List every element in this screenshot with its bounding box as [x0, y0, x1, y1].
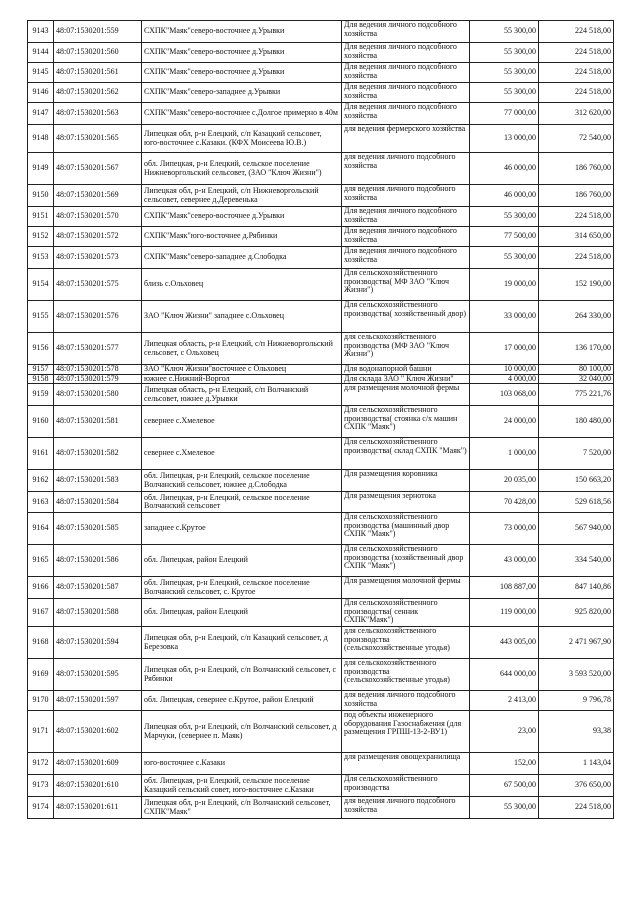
row-number-cell: 9147	[28, 103, 54, 125]
area-cell: 77 500,00	[470, 227, 539, 247]
area-cell: 70 428,00	[470, 492, 539, 513]
cadastral-number-cell: 48:07:1530201:576	[54, 301, 142, 333]
area-cell: 43 000,00	[470, 545, 539, 577]
area-cell: 152,00	[470, 753, 539, 775]
location-cell: СХПК"Маяк"северо-восточнее д.Урывки	[142, 43, 342, 63]
location-cell: севернее с.Хмелевое	[142, 406, 342, 438]
cadastral-value-cell: 72 540,00	[539, 125, 614, 153]
cadastral-number-cell: 48:07:1530201:577	[54, 333, 142, 365]
cadastral-value-cell: 224 518,00	[539, 83, 614, 103]
cadastral-value-cell: 775 221,76	[539, 384, 614, 406]
table-row	[28, 406, 614, 438]
table-row	[28, 438, 614, 470]
area-cell: 19 000,00	[470, 269, 539, 301]
row-number-cell: 9173	[28, 775, 54, 797]
area-cell: 67 500,00	[470, 775, 539, 797]
cadastral-number-cell: 48:07:1530201:588	[54, 599, 142, 627]
row-number-cell: 9154	[28, 269, 54, 301]
cadastral-value-cell: 136 170,00	[539, 333, 614, 365]
location-cell: севернее с.Хмелевое	[142, 438, 342, 470]
location-cell: ЗАО "Ключ Жизни" западнее с.Ольховец	[142, 301, 342, 333]
table-row	[28, 269, 614, 301]
cadastral-value-cell: 567 940,00	[539, 513, 614, 545]
land-use-cell: Для ведения личного подсобного хозяйства	[342, 21, 470, 43]
row-number-cell: 9172	[28, 753, 54, 775]
location-cell: Липецкая область, р-н Елецкий, с/п Нижневоргольский сельсовет, с Ольховец	[142, 333, 342, 365]
cadastral-value-cell: 7 520,00	[539, 438, 614, 470]
table-row	[28, 627, 614, 659]
cadastral-number-cell: 48:07:1530201:559	[54, 21, 142, 43]
row-number-cell: 9155	[28, 301, 54, 333]
cadastral-number-cell: 48:07:1530201:610	[54, 775, 142, 797]
row-number-cell: 9144	[28, 43, 54, 63]
cadastral-value-cell: 224 518,00	[539, 43, 614, 63]
area-cell: 55 300,00	[470, 21, 539, 43]
row-number-cell: 9156	[28, 333, 54, 365]
land-use-cell: под объекты инженерного оборудования Газоснабжения (для размещения ГРПШ-13-2-ВУ1)	[342, 711, 470, 753]
table-row	[28, 659, 614, 691]
location-cell: СХПК"Маяк"северо-западнее д.Слободка	[142, 247, 342, 269]
area-cell: 23,00	[470, 711, 539, 753]
cadastral-number-cell: 48:07:1530201:602	[54, 711, 142, 753]
table-row	[28, 711, 614, 753]
row-number-cell: 9168	[28, 627, 54, 659]
table-row	[28, 207, 614, 227]
cadastral-number-cell: 48:07:1530201:584	[54, 492, 142, 513]
row-number-cell: 9152	[28, 227, 54, 247]
area-cell: 1 000,00	[470, 438, 539, 470]
row-number-cell: 9170	[28, 691, 54, 711]
row-number-cell: 9164	[28, 513, 54, 545]
cadastral-value-cell: 925 820,00	[539, 599, 614, 627]
table-row	[28, 599, 614, 627]
area-cell: 10 000,00	[470, 365, 539, 375]
area-cell: 13 000,00	[470, 125, 539, 153]
location-cell: Липецкая обл, р-н Елецкий, с/п Казацкий сельсовет, д Березовка	[142, 627, 342, 659]
land-use-cell: для сельскохозяйственного производства (сельскохозяйственные угодья)	[342, 659, 470, 691]
row-number-cell: 9149	[28, 153, 54, 185]
cadastral-number-cell: 48:07:1530201:570	[54, 207, 142, 227]
area-cell: 644 000,00	[470, 659, 539, 691]
table-row	[28, 21, 614, 43]
table-row	[28, 365, 614, 375]
table-row	[28, 43, 614, 63]
cadastral-number-cell: 48:07:1530201:560	[54, 43, 142, 63]
row-number-cell: 9167	[28, 599, 54, 627]
land-use-cell: для ведения личного подсобного хозяйства	[342, 691, 470, 711]
cadastral-table	[27, 20, 614, 819]
row-number-cell: 9162	[28, 470, 54, 492]
land-use-cell: Для сельскохозяйственного производства (хозяйственный двор СХПК "Маяк")	[342, 545, 470, 577]
location-cell: СХПК"Маяк"северо-восточнее д.Урывки	[142, 63, 342, 83]
cadastral-value-cell: 1 143,04	[539, 753, 614, 775]
location-cell: СХПК"Маяк"северо-восточнее с.Долгое примерно в 40м	[142, 103, 342, 125]
cadastral-value-cell: 180 480,00	[539, 406, 614, 438]
area-cell: 108 887,00	[470, 577, 539, 599]
land-use-cell: Для ведения личного подсобного хозяйства	[342, 103, 470, 125]
land-use-cell: Для ведения личного подсобного хозяйства	[342, 83, 470, 103]
row-number-cell: 9171	[28, 711, 54, 753]
land-use-cell: для размещения молочной фермы	[342, 384, 470, 406]
location-cell: обл. Липецкая, севернее с.Крутое, район Елецкий	[142, 691, 342, 711]
cadastral-number-cell: 48:07:1530201:585	[54, 513, 142, 545]
cadastral-value-cell: 152 190,00	[539, 269, 614, 301]
cadastral-number-cell: 48:07:1530201:561	[54, 63, 142, 83]
land-use-cell: для ведения фермерского хозяйства	[342, 125, 470, 153]
row-number-cell: 9163	[28, 492, 54, 513]
row-number-cell: 9160	[28, 406, 54, 438]
cadastral-value-cell: 334 540,00	[539, 545, 614, 577]
location-cell: обл. Липецкая, р-н Елецкий, сельское поселение Волчанский сельсовет, с. Крутое	[142, 577, 342, 599]
cadastral-number-cell: 48:07:1530201:582	[54, 438, 142, 470]
land-use-cell: Для сельскохозяйственного производства( МФ ЗАО "Ключ Жизни")	[342, 269, 470, 301]
cadastral-number-cell: 48:07:1530201:597	[54, 691, 142, 711]
table-row	[28, 247, 614, 269]
table-row	[28, 492, 614, 513]
table-row	[28, 374, 614, 384]
cadastral-number-cell: 48:07:1530201:567	[54, 153, 142, 185]
land-use-cell: Для размещения коровника	[342, 470, 470, 492]
cadastral-value-cell: 264 330,00	[539, 301, 614, 333]
cadastral-value-cell: 150 663,20	[539, 470, 614, 492]
land-use-cell: Для сельскохозяйственного производства	[342, 775, 470, 797]
cadastral-number-cell: 48:07:1530201:565	[54, 125, 142, 153]
cadastral-number-cell: 48:07:1530201:586	[54, 545, 142, 577]
land-use-cell: для ведения личного подсобного хозяйства	[342, 185, 470, 207]
location-cell: ЗАО "Ключ Жизни"восточнее с Ольховец	[142, 365, 342, 375]
table-row	[28, 577, 614, 599]
cadastral-number-cell: 48:07:1530201:575	[54, 269, 142, 301]
land-use-cell: Для водонапорной башни	[342, 365, 470, 375]
table-row	[28, 63, 614, 83]
table-row	[28, 545, 614, 577]
land-use-cell: Для ведения личного подсобного хозяйства	[342, 63, 470, 83]
land-use-cell: для размещения овощехранилища	[342, 753, 470, 775]
cadastral-value-cell: 186 760,00	[539, 185, 614, 207]
cadastral-value-cell: 80 100,00	[539, 365, 614, 375]
row-number-cell: 9145	[28, 63, 54, 83]
location-cell: близь с.Ольховец	[142, 269, 342, 301]
row-number-cell: 9158	[28, 374, 54, 384]
cadastral-value-cell: 224 518,00	[539, 247, 614, 269]
row-number-cell: 9153	[28, 247, 54, 269]
cadastral-value-cell: 847 140,86	[539, 577, 614, 599]
table-row	[28, 125, 614, 153]
table-row	[28, 83, 614, 103]
area-cell: 20 035,00	[470, 470, 539, 492]
location-cell: Липецкая обл, р-н Елецкий, с/п Волчанский сельсовет, д Марчуки, (севернее п. Маяк)	[142, 711, 342, 753]
cadastral-number-cell: 48:07:1530201:569	[54, 185, 142, 207]
row-number-cell: 9174	[28, 797, 54, 819]
row-number-cell: 9161	[28, 438, 54, 470]
cadastral-value-cell: 376 650,00	[539, 775, 614, 797]
cadastral-number-cell: 48:07:1530201:580	[54, 384, 142, 406]
area-cell: 4 000,00	[470, 374, 539, 384]
land-use-cell: для ведения личного подсобного хозяйства	[342, 153, 470, 185]
cadastral-number-cell: 48:07:1530201:573	[54, 247, 142, 269]
cadastral-value-cell: 3 593 520,00	[539, 659, 614, 691]
area-cell: 119 000,00	[470, 599, 539, 627]
cadastral-value-cell: 224 518,00	[539, 21, 614, 43]
table-row	[28, 301, 614, 333]
cadastral-number-cell: 48:07:1530201:609	[54, 753, 142, 775]
table-row	[28, 753, 614, 775]
table-row	[28, 333, 614, 365]
cadastral-value-cell: 186 760,00	[539, 153, 614, 185]
area-cell: 55 300,00	[470, 63, 539, 83]
row-number-cell: 9159	[28, 384, 54, 406]
location-cell: юго-восточнее с.Казаки	[142, 753, 342, 775]
table-row	[28, 691, 614, 711]
cadastral-number-cell: 48:07:1530201:595	[54, 659, 142, 691]
table-row	[28, 153, 614, 185]
land-use-cell: Для размещения зернотока	[342, 492, 470, 513]
area-cell: 55 300,00	[470, 797, 539, 819]
area-cell: 46 000,00	[470, 185, 539, 207]
land-use-cell: Для ведения личного подсобного хозяйства	[342, 227, 470, 247]
area-cell: 46 000,00	[470, 153, 539, 185]
land-use-cell: Для сельскохозяйственного производства( сенник СХПК"Маяк")	[342, 599, 470, 627]
land-use-cell: Для размещения молочной фермы	[342, 577, 470, 599]
location-cell: обл. Липецкая, район Елецкий	[142, 545, 342, 577]
cadastral-number-cell: 48:07:1530201:562	[54, 83, 142, 103]
table-row	[28, 227, 614, 247]
cadastral-number-cell: 48:07:1530201:572	[54, 227, 142, 247]
location-cell: СХПК"Маяк"северо-западнее д.Урывки	[142, 83, 342, 103]
cadastral-number-cell: 48:07:1530201:578	[54, 365, 142, 375]
cadastral-value-cell: 224 518,00	[539, 63, 614, 83]
area-cell: 2 413,00	[470, 691, 539, 711]
cadastral-value-cell: 93,38	[539, 711, 614, 753]
table-row	[28, 384, 614, 406]
land-use-cell: Для сельскохозяйственного производства( хозяйственный двор)	[342, 301, 470, 333]
area-cell: 33 000,00	[470, 301, 539, 333]
row-number-cell: 9150	[28, 185, 54, 207]
area-cell: 443 005,00	[470, 627, 539, 659]
row-number-cell: 9151	[28, 207, 54, 227]
row-number-cell: 9143	[28, 21, 54, 43]
land-use-cell: Для ведения личного подсобного хозяйства	[342, 43, 470, 63]
land-use-cell: Для ведения личного подсобного хозяйства	[342, 247, 470, 269]
location-cell: обл. Липецкая, район Елецкий	[142, 599, 342, 627]
area-cell: 103 068,00	[470, 384, 539, 406]
row-number-cell: 9165	[28, 545, 54, 577]
cadastral-number-cell: 48:07:1530201:581	[54, 406, 142, 438]
location-cell: южнее с.Нижний-Воргол	[142, 374, 342, 384]
row-number-cell: 9166	[28, 577, 54, 599]
area-cell: 77 000,00	[470, 103, 539, 125]
cadastral-value-cell: 224 518,00	[539, 797, 614, 819]
cadastral-number-cell: 48:07:1530201:583	[54, 470, 142, 492]
cadastral-value-cell: 32 040,00	[539, 374, 614, 384]
cadastral-number-cell: 48:07:1530201:611	[54, 797, 142, 819]
cadastral-value-cell: 312 620,00	[539, 103, 614, 125]
location-cell: Липецкая обл, р-н Елецкий, с/п Волчанский сельсовет, с Рябинки	[142, 659, 342, 691]
area-cell: 55 300,00	[470, 83, 539, 103]
location-cell: СХПК"Маяк"юго-восточнее д.Рябинки	[142, 227, 342, 247]
cadastral-value-cell: 529 618,56	[539, 492, 614, 513]
location-cell: Липецкая обл, р-н Елецкий, с/п Казацкий сельсовет, юго-восточнее с.Казаки. (КФХ Моисеева Ю.В.)	[142, 125, 342, 153]
cadastral-number-cell: 48:07:1530201:587	[54, 577, 142, 599]
row-number-cell: 9146	[28, 83, 54, 103]
area-cell: 55 300,00	[470, 207, 539, 227]
table-row	[28, 775, 614, 797]
row-number-cell: 9157	[28, 365, 54, 375]
cadastral-value-cell: 224 518,00	[539, 207, 614, 227]
cadastral-number-cell: 48:07:1530201:563	[54, 103, 142, 125]
location-cell: обл. Липецкая, р-н Елецкий, сельское поселение Волчанский сельсовет	[142, 492, 342, 513]
cadastral-value-cell: 2 471 967,90	[539, 627, 614, 659]
land-use-cell: Для сельскохозяйственного производства( склад СХПК "Маяк")	[342, 438, 470, 470]
cadastral-value-cell: 9 796,78	[539, 691, 614, 711]
area-cell: 55 300,00	[470, 247, 539, 269]
land-use-cell: Для ведения личного подсобного хозяйства	[342, 207, 470, 227]
table-row	[28, 470, 614, 492]
row-number-cell: 9169	[28, 659, 54, 691]
area-cell: 73 000,00	[470, 513, 539, 545]
land-use-cell: Для сельскохозяйственного производства( стоянка с/х машин СХПК "Маяк")	[342, 406, 470, 438]
table-row	[28, 185, 614, 207]
location-cell: обл. Липецкая, р-н Елецкий, сельское поселение Казацкий сельский совет, юго-восточнее с.Казаки	[142, 775, 342, 797]
location-cell: Липецкая обл, р-н Елецкий, с/п Нижневоргольский сельсовет, севернее д.Деревенька	[142, 185, 342, 207]
area-cell: 55 300,00	[470, 43, 539, 63]
table-row	[28, 513, 614, 545]
location-cell: обл. Липецкая, р-н Елецкий, сельское поселение Нижневоргольский сельсовет, (ЗАО "Ключ Жизни")	[142, 153, 342, 185]
table-row	[28, 797, 614, 819]
land-use-cell: Для склада ЗАО " Ключ Жизни"	[342, 374, 470, 384]
land-use-cell: для сельскохозяйственного производства (сельскохозяйственные угодья)	[342, 627, 470, 659]
area-cell: 24 000,00	[470, 406, 539, 438]
cadastral-number-cell: 48:07:1530201:594	[54, 627, 142, 659]
land-use-cell: Для сельскохозяйственного производства (машинный двор СХПК "Маяк")	[342, 513, 470, 545]
table-body	[28, 21, 614, 819]
location-cell: обл. Липецкая, р-н Елецкий, сельское поселение Волчанский сельсовет, южнее д.Слободка	[142, 470, 342, 492]
land-use-cell: для сельскохозяйственного производства (МФ ЗАО "Ключ Жизни")	[342, 333, 470, 365]
area-cell: 17 000,00	[470, 333, 539, 365]
location-cell: западнее с.Крутое	[142, 513, 342, 545]
table-row	[28, 103, 614, 125]
row-number-cell: 9148	[28, 125, 54, 153]
location-cell: Липецкая область, р-н Елецкий, с/п Волчанский сельсовет, южнее д.Урывки	[142, 384, 342, 406]
land-use-cell: для ведения личного подсобного хозяйства	[342, 797, 470, 819]
location-cell: СХПК"Маяк"северо-восточнее д.Урывки	[142, 207, 342, 227]
cadastral-number-cell: 48:07:1530201:579	[54, 374, 142, 384]
location-cell: Липецкая обл, р-н Елецкий, с/п Волчанский сельсовет, СХПК"Маяк"	[142, 797, 342, 819]
location-cell: СХПК"Маяк"северо-восточнее д.Урывки	[142, 21, 342, 43]
cadastral-value-cell: 314 650,00	[539, 227, 614, 247]
